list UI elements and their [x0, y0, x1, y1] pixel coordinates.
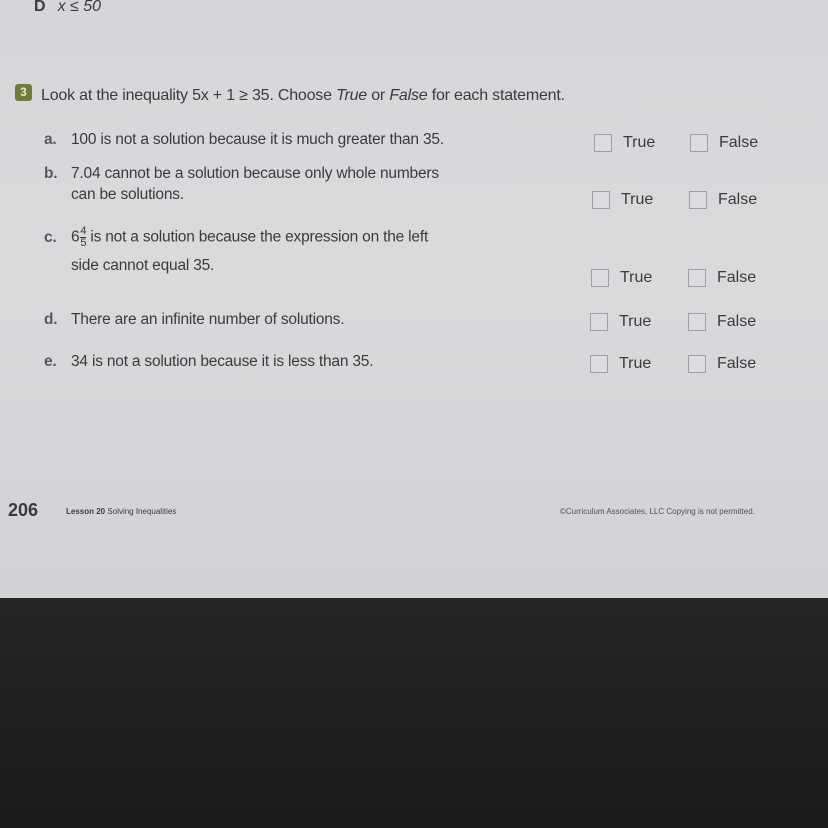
- fraction-numerator: 4: [80, 225, 87, 237]
- false-label: False: [718, 191, 758, 209]
- statement-text: There are an infinite number of solutions.: [71, 311, 345, 328]
- statement-text: 100 is not a solution because it is much greater than 35.: [71, 131, 444, 148]
- statement-d-true-option[interactable]: [590, 313, 651, 331]
- true-label: True: [620, 269, 653, 287]
- prompt-or: or: [366, 87, 390, 104]
- page-number: 206: [8, 500, 39, 520]
- prompt-true-word: True: [336, 87, 367, 104]
- true-checkbox[interactable]: [591, 269, 609, 287]
- lesson-label: Lesson 20: [66, 507, 106, 516]
- false-checkbox[interactable]: [688, 313, 706, 331]
- false-label: False: [717, 269, 757, 287]
- prompt-text-end: for each statement.: [427, 87, 565, 104]
- mixed-number-fraction: [80, 226, 86, 249]
- true-checkbox[interactable]: [590, 313, 608, 331]
- statement-e-false-option[interactable]: [688, 355, 756, 373]
- false-checkbox[interactable]: [688, 269, 706, 287]
- statement-text: 7.04 cannot be a solution because only whole numbers: [71, 165, 439, 182]
- copyright-notice: ©Curriculum Associates, LLC Copying is not permitted.: [560, 507, 755, 516]
- statement-b-true-option[interactable]: [592, 191, 653, 209]
- statement-d-false-option[interactable]: [688, 313, 756, 331]
- true-label: True: [621, 191, 654, 209]
- statement-label: b.: [44, 165, 58, 182]
- option-text: x ≤ 50: [57, 0, 102, 15]
- false-label: False: [717, 313, 757, 331]
- fraction-denominator: 5: [80, 237, 87, 249]
- true-checkbox[interactable]: [592, 191, 610, 209]
- true-checkbox[interactable]: [594, 134, 612, 152]
- mixed-number-whole: 6: [71, 228, 80, 246]
- false-label: False: [719, 134, 759, 152]
- statement-text-continued: side cannot equal 35.: [71, 257, 215, 274]
- false-checkbox[interactable]: [688, 355, 706, 373]
- statement-d: [44, 309, 344, 330]
- statement-a-false-option[interactable]: [690, 134, 758, 152]
- statement-text: 34 is not a solution because it is less than 35.: [71, 353, 374, 370]
- question-number-badge: 3: [15, 84, 32, 101]
- statement-c-false-option[interactable]: [688, 269, 756, 287]
- prompt-text: Look at the inequality 5x + 1 ≥ 35. Choose: [41, 87, 337, 104]
- statement-c: [44, 226, 428, 276]
- lesson-title: [66, 507, 176, 516]
- true-label: True: [623, 134, 656, 152]
- true-label: True: [619, 355, 652, 373]
- false-label: False: [717, 355, 757, 373]
- statement-a-true-option[interactable]: [594, 134, 655, 152]
- statement-label: e.: [44, 353, 57, 370]
- statement-text-continued: can be solutions.: [71, 186, 184, 203]
- statement-e: [44, 351, 373, 372]
- dark-background-surface: [0, 598, 828, 828]
- statement-b-false-option[interactable]: [689, 191, 757, 209]
- statement-a: [44, 129, 444, 150]
- previous-answer-option: [34, 0, 101, 16]
- false-checkbox[interactable]: [690, 134, 708, 152]
- statement-label: a.: [44, 131, 57, 148]
- option-letter: D: [34, 0, 46, 15]
- statement-b: [44, 163, 439, 205]
- true-label: True: [619, 313, 652, 331]
- false-checkbox[interactable]: [689, 191, 707, 209]
- statement-text: is not a solution because the expression on the left: [90, 228, 429, 246]
- statement-c-true-option[interactable]: [591, 269, 652, 287]
- statement-label: d.: [44, 311, 58, 328]
- true-checkbox[interactable]: [590, 355, 608, 373]
- prompt-false-word: False: [389, 87, 428, 104]
- lesson-name: Solving Inequalities: [107, 507, 177, 516]
- statement-e-true-option[interactable]: [590, 355, 651, 373]
- statement-label: c.: [44, 228, 57, 246]
- question-prompt: [41, 87, 565, 105]
